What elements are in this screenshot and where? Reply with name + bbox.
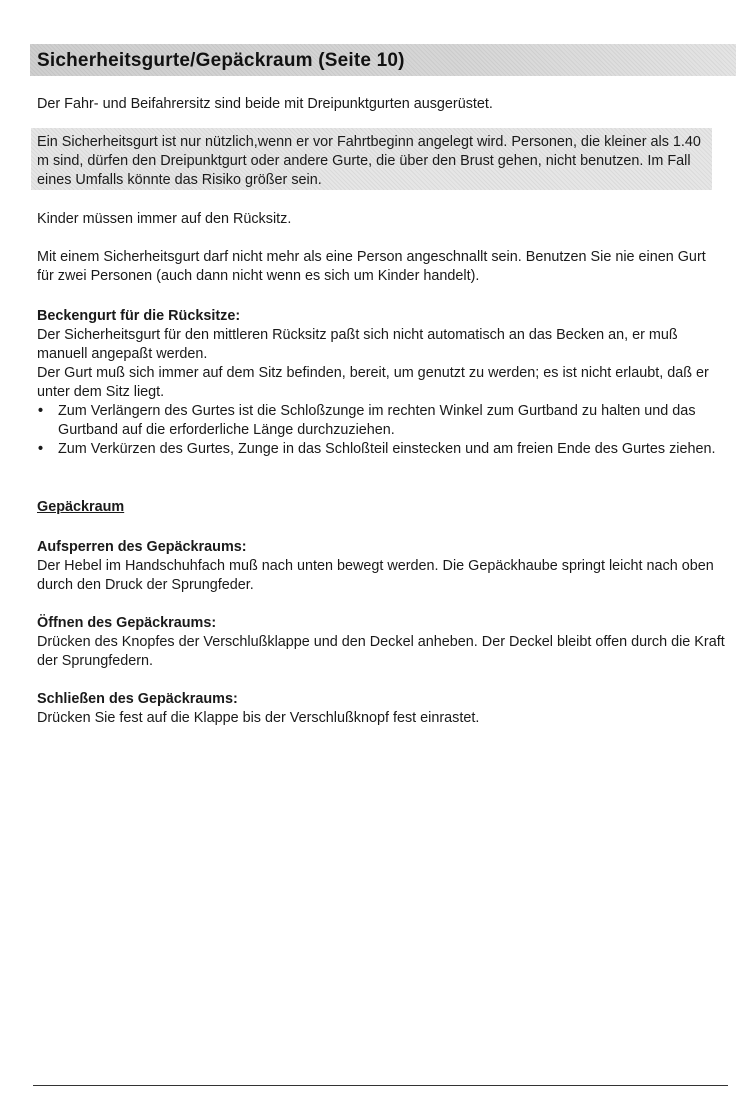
luggage-section-heading: Gepäckraum (37, 499, 125, 515)
list-item (37, 440, 727, 459)
bullet-text: Zum Verkürzen des Gurtes, Zunge in das Schloßteil einstecken und am freien Ende des Gurtes ziehen. (58, 441, 716, 457)
bullet-text: Zum Verlängern des Gurtes ist die Schloßzunge im rechten Winkel zum Gurtband zu halten und das Gurtband auf die erforderliche Länge durchzuziehen. (58, 403, 696, 438)
unlock-text: Der Hebel im Handschuhfach muß nach unten bewegt werden. Die Gepäckhaube springt leicht nach oben durch den Druck der Sprungfeder. (37, 558, 714, 593)
title-bar (30, 44, 736, 76)
lap-belt-text-1: Der Sicherheitsgurt für den mittleren Rücksitz paßt sich nicht automatisch an das Becken an, er muß manuell angepaßt werden. (37, 327, 678, 362)
open-text: Drücken des Knopfes der Verschlußklappe und den Deckel anheben. Der Deckel bleibt offen durch die Kraft der Sprungfedern. (37, 634, 725, 669)
list-item (37, 402, 727, 440)
footer-divider (33, 1085, 728, 1086)
close-text: Drücken Sie fest auf die Klappe bis der Verschlußknopf fest einrastet. (37, 710, 480, 726)
bullet-icon: • (38, 403, 44, 419)
lap-belt-bullet-list (37, 402, 727, 459)
lap-belt-text-2: Der Gurt muß sich immer auf dem Sitz befinden, bereit, um genutzt zu werden; es ist nicht erlaubt, daß er unter dem Sitz liegt. (37, 365, 709, 400)
bullet-icon: • (38, 441, 44, 457)
open-heading: Öffnen des Gepäckraums: (37, 615, 217, 631)
lap-belt-heading: Beckengurt für die Rücksitze: (37, 308, 241, 324)
warning-paragraph: Ein Sicherheitsgurt ist nur nützlich,wenn er vor Fahrtbeginn angelegt wird. Personen, die kleiner als 1.40 m sind, dürfen den Dreipunktgurt oder andere Gurte, die über den Brust gehen, nicht benutzen. Im Fall eines Umfalls könnte das Risiko größer sein. (37, 134, 701, 188)
one-person-paragraph: Mit einem Sicherheitsgurt darf nicht mehr als eine Person angeschnallt sein. Benutzen Sie nie einen Gurt für zwei Personen (auch dann nicht wenn es sich um Kinder handelt). (37, 249, 706, 284)
page-title: Sicherheitsgurte/Gepäckraum (Seite 10) (37, 50, 405, 71)
close-heading: Schließen des Gepäckraums: (37, 691, 238, 707)
intro-paragraph: Der Fahr- und Beifahrersitz sind beide mit Dreipunktgurten ausgerüstet. (37, 96, 493, 112)
unlock-heading: Aufsperren des Gepäckraums: (37, 539, 247, 555)
children-paragraph: Kinder müssen immer auf den Rücksitz. (37, 211, 292, 227)
